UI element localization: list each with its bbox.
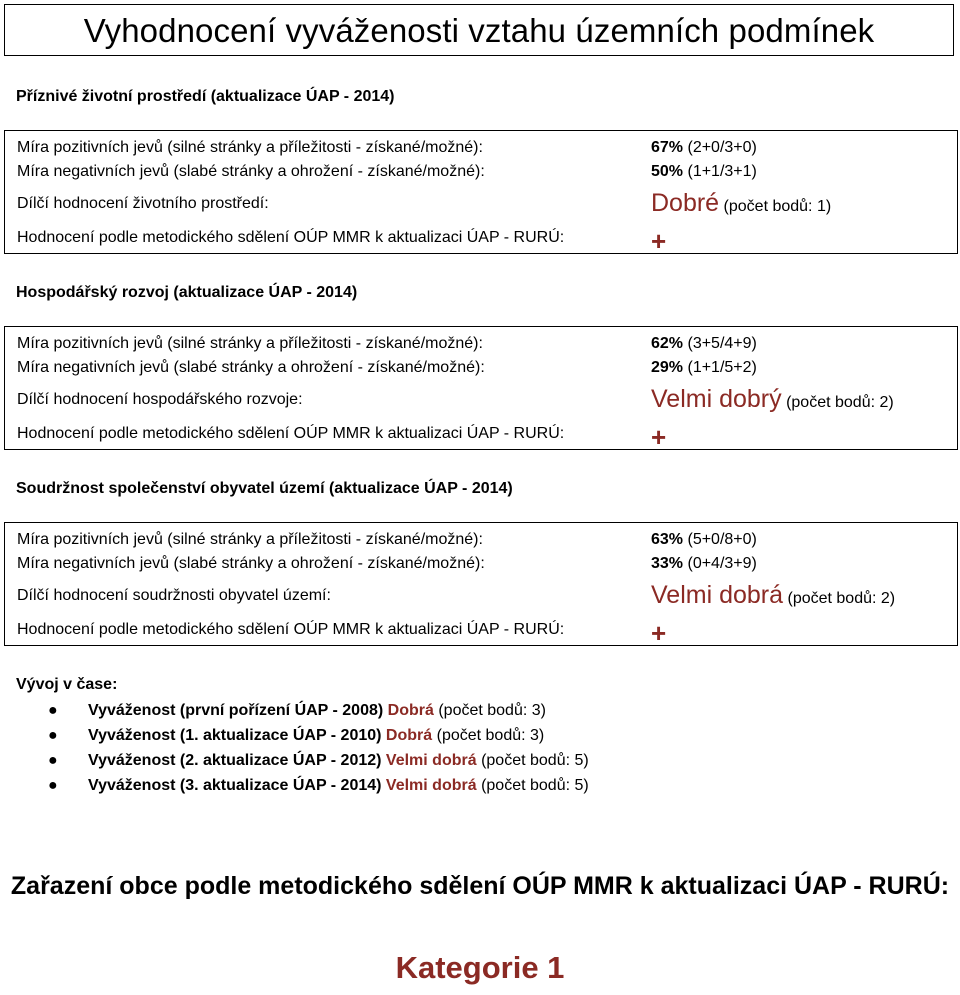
timeline-list (44, 698, 589, 798)
partial-eval-value: Velmi dobrý (počet bodů: 2) (651, 385, 894, 413)
list-item: ● Vyváženost (první pořízení ÚAP - 2008) Dobrá (počet bodů: 3) (44, 698, 589, 723)
positive-value: 67% (2+0/3+0) (651, 139, 757, 156)
list-item: ● Vyváženost (3. aktualizace ÚAP - 2014) Velmi dobrá (počet bodů: 5) (44, 773, 589, 798)
mmr-eval-value: + (651, 618, 667, 648)
positive-label: Míra pozitivních jevů (silné stránky a příležitosti - získané/možné): (17, 139, 483, 156)
mmr-eval-label: Hodnocení podle metodického sdělení OÚP MMR k aktualizaci ÚAP - RURÚ: (17, 425, 565, 442)
category-result: Kategorie 1 (395, 950, 565, 985)
mmr-eval-value: + (651, 422, 667, 452)
list-item: ● Vyváženost (1. aktualizace ÚAP - 2010) Dobrá (počet bodů: 3) (44, 723, 589, 748)
positive-value: 62% (3+5/4+9) (651, 335, 757, 352)
section-box-environment (4, 130, 958, 254)
list-item: ● Vyváženost (2. aktualizace ÚAP - 2012) Velmi dobrá (počet bodů: 5) (44, 748, 589, 773)
partial-eval-value: Dobré (počet bodů: 1) (651, 189, 832, 217)
bullet-icon: ● (48, 777, 58, 794)
page-title: Vyhodnocení vyváženosti vztahu územních podmínek (83, 12, 875, 49)
section-box-cohesion (4, 522, 958, 646)
negative-value: 29% (1+1/5+2) (651, 359, 757, 376)
negative-label: Míra negativních jevů (slabé stránky a ohrožení - získané/možné): (17, 359, 485, 376)
negative-value: 33% (0+4/3+9) (651, 555, 757, 572)
positive-label: Míra pozitivních jevů (silné stránky a příležitosti - získané/možné): (17, 531, 483, 548)
partial-eval-label: Dílčí hodnocení soudržnosti obyvatel území: (17, 587, 331, 604)
partial-eval-value: Velmi dobrá (počet bodů: 2) (651, 581, 896, 609)
section-heading-economy: Hospodářský rozvoj (aktualizace ÚAP - 2014) (16, 284, 358, 301)
positive-label: Míra pozitivních jevů (silné stránky a příležitosti - získané/možné): (17, 335, 483, 352)
mmr-eval-value: + (651, 226, 667, 256)
section-box-economy (4, 326, 958, 450)
bullet-icon: ● (48, 702, 58, 719)
partial-eval-label: Dílčí hodnocení hospodářského rozvoje: (17, 391, 303, 408)
mmr-eval-label: Hodnocení podle metodického sdělení OÚP MMR k aktualizaci ÚAP - RURÚ: (17, 621, 565, 638)
negative-value: 50% (1+1/3+1) (651, 163, 757, 180)
section-heading-environment: Příznivé životní prostředí (aktualizace ÚAP - 2014) (16, 88, 395, 105)
negative-label: Míra negativních jevů (slabé stránky a ohrožení - získané/možné): (17, 555, 485, 572)
bullet-icon: ● (48, 752, 58, 769)
section-heading-cohesion: Soudržnost společenství obyvatel území (aktualizace ÚAP - 2014) (16, 480, 513, 497)
title-box (4, 4, 954, 56)
bullet-icon: ● (48, 727, 58, 744)
mmr-eval-label: Hodnocení podle metodického sdělení OÚP MMR k aktualizaci ÚAP - RURÚ: (17, 229, 565, 246)
partial-eval-label: Dílčí hodnocení životního prostředí: (17, 195, 269, 212)
classification-heading: Zařazení obce podle metodického sdělení OÚP MMR k aktualizaci ÚAP - RURÚ: (10, 872, 950, 900)
timeline-title: Vývoj v čase: (16, 676, 118, 693)
negative-label: Míra negativních jevů (slabé stránky a ohrožení - získané/možné): (17, 163, 485, 180)
positive-value: 63% (5+0/8+0) (651, 531, 757, 548)
